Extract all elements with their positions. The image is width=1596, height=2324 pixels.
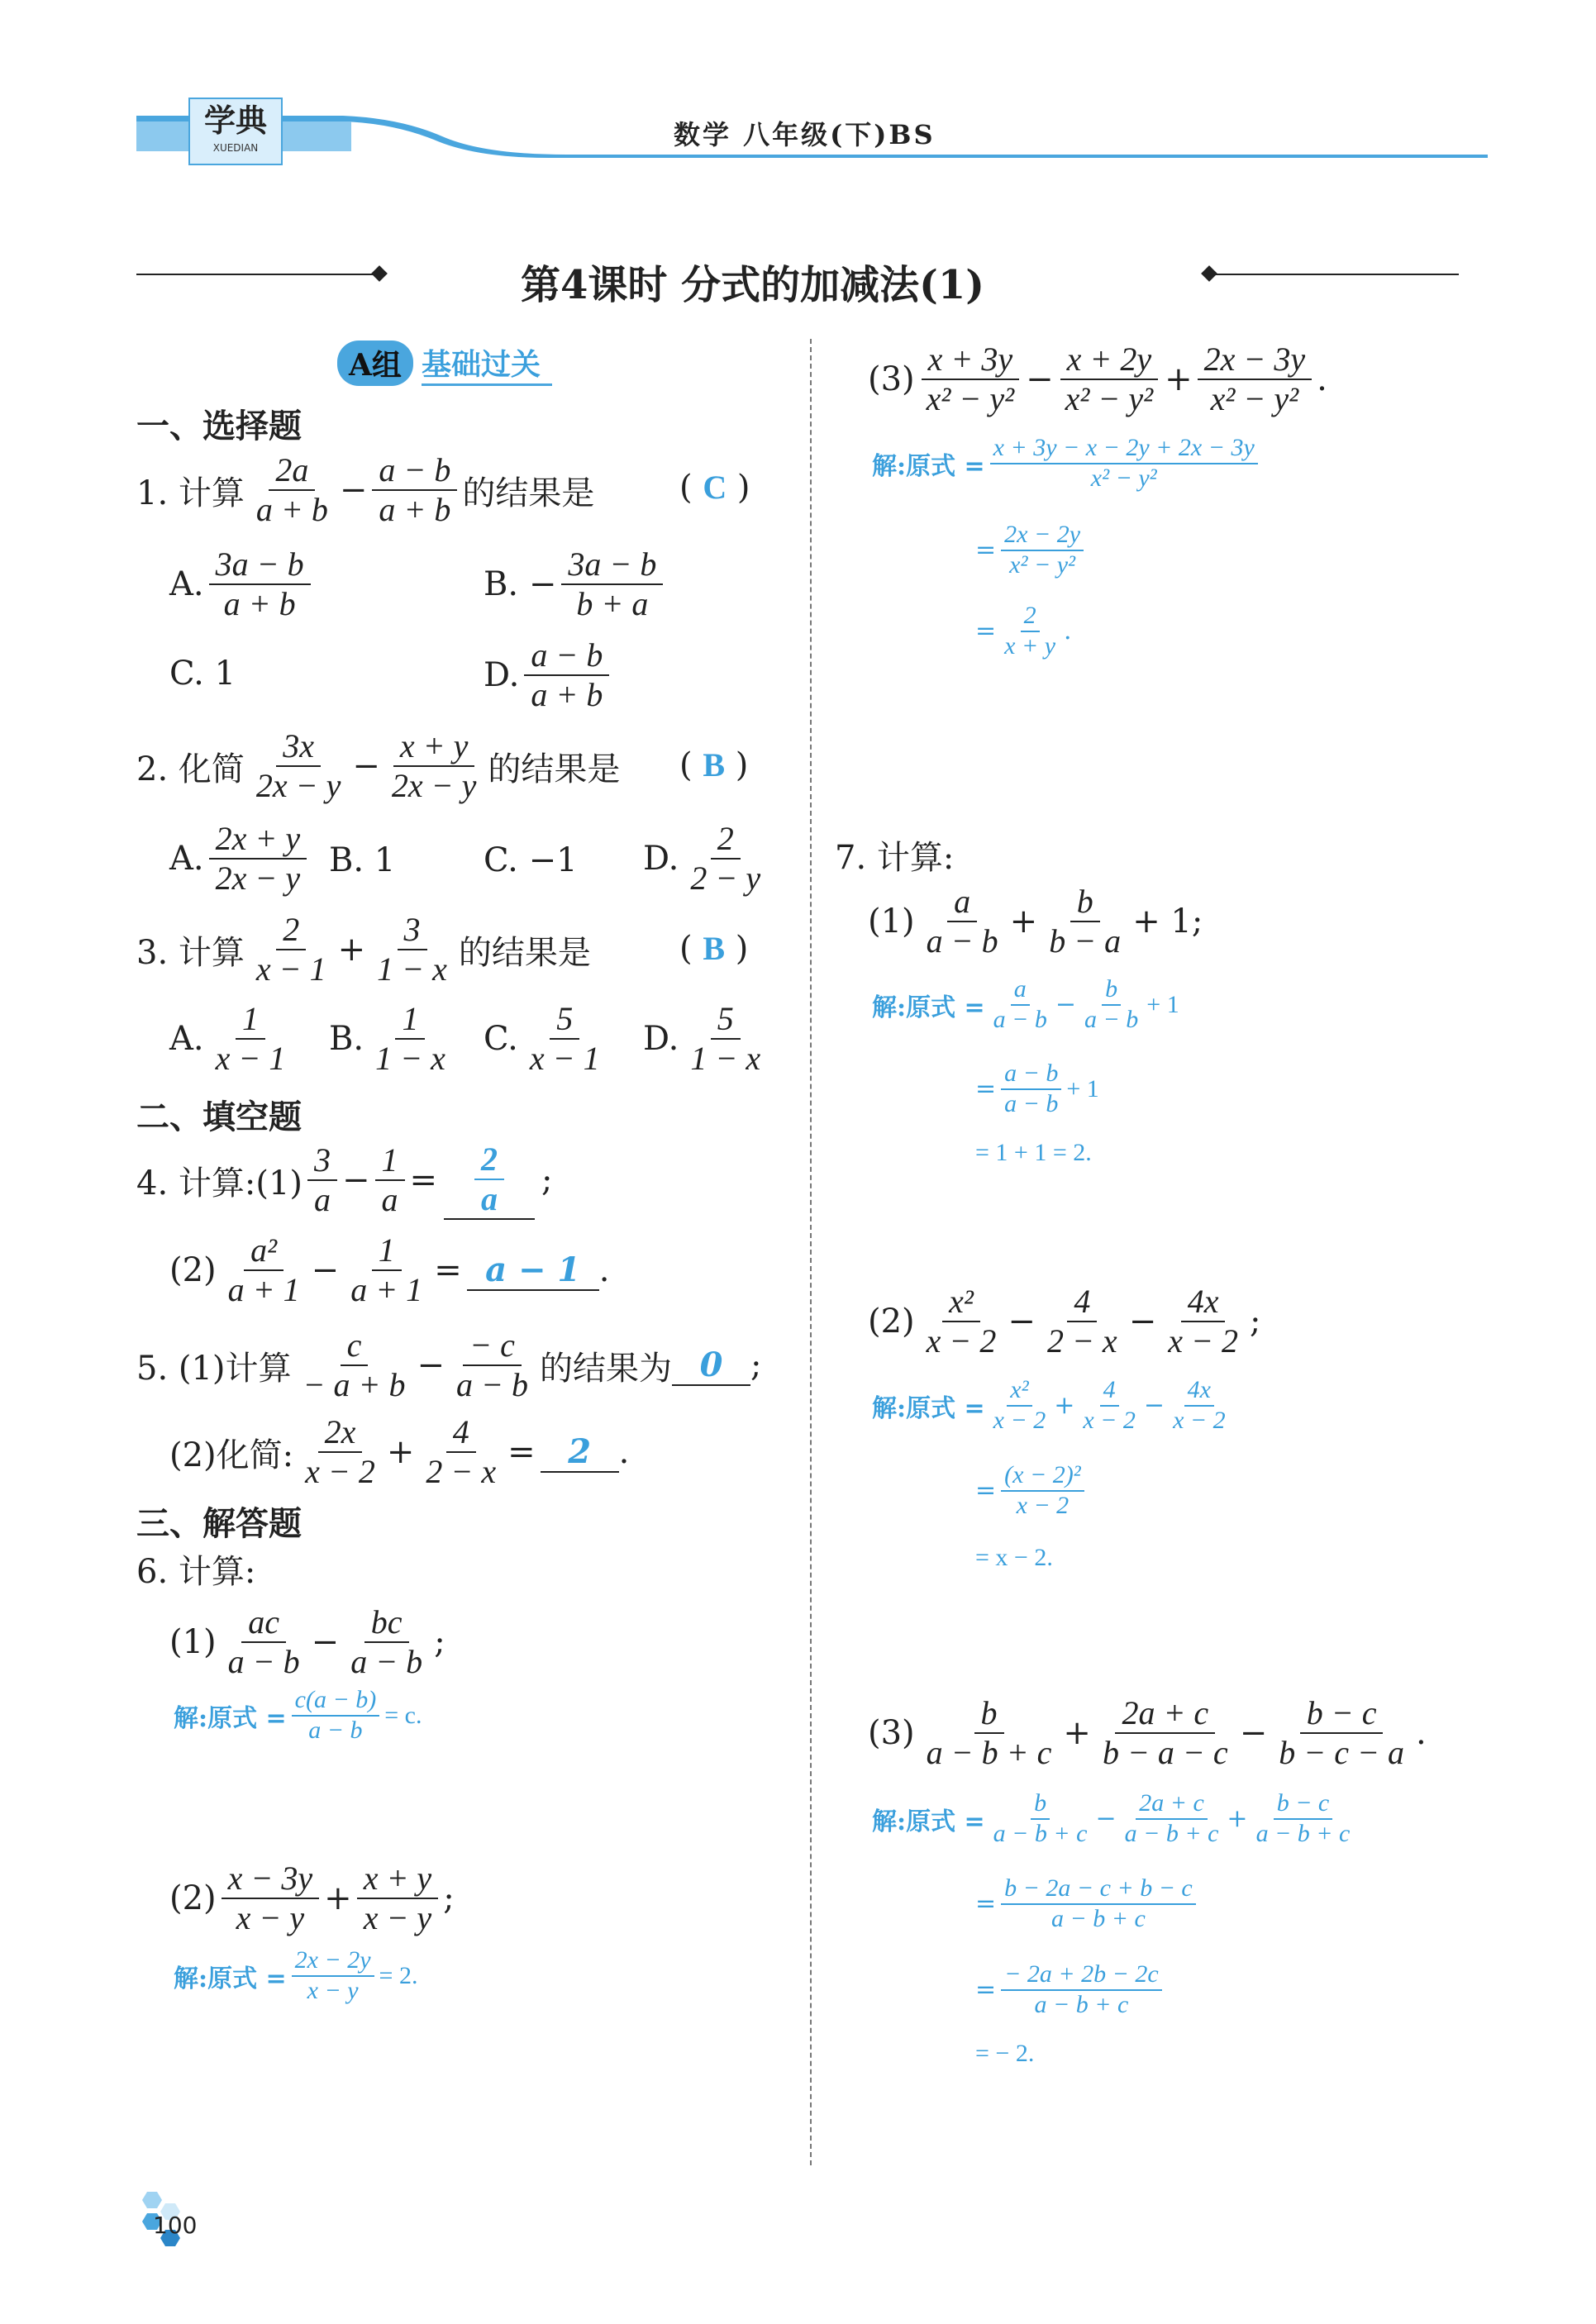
q2-option-d: D. 2 2 − y: [643, 820, 761, 897]
solution-7-3-line-1: 解:原式 = $\frac{b}{a - b + c}$ − $\frac{2a + c}{a - b + c}$ + $\frac{b - c}{a - b + c}$: [872, 1789, 1351, 1847]
question-6-stem: 6. 计算:: [136, 1553, 256, 1591]
group-tag-label: 基础过关: [422, 341, 552, 386]
section-solve: 三、解答题: [136, 1504, 302, 1543]
solution-6-3-line-1: 解:原式 = $\frac{x + 3y - x - 2y + 2x - 3y}{\text{x² − y²}}$: [872, 434, 1263, 493]
page-title: 第4课时 分式的加减法(1): [521, 262, 984, 308]
question-7-stem: 7. 计算:: [835, 839, 955, 877]
answer-1: ( C ): [679, 469, 750, 507]
solution-7-2-line-3: = x − 2.: [975, 1544, 1053, 1571]
title-rule-right: [1211, 274, 1459, 275]
solution-7-3-line-2: = $\frac{b - 2a - c + b - c}{a - b + c}$: [975, 1874, 1201, 1933]
q3-option-d: D. 5 1 − x: [643, 1000, 761, 1077]
solution-6-2: 解:原式 = $\frac{2x - 2y}{x - y}$ = 2.: [174, 1946, 418, 2004]
logo: 学典 XUEDIAN: [188, 98, 283, 165]
q2-option-c: C. −1: [484, 841, 578, 879]
question-6-part-2: (2) x − 3y x − y + $\frac{x + y}{x - y}$ ;: [169, 1860, 455, 1936]
q1-option-d: D. a − b a + b: [484, 636, 614, 714]
question-4-part-1: 4. 计算:(1) 3 a − $\frac{1}{a}$ = $\frac{2}{a}$ ;: [136, 1141, 553, 1218]
question-5-part-2: (2)化简: 2x x − 2 + $\frac{4}{2 - x}$ = 2 .: [169, 1413, 630, 1490]
question-6-part-1: (1) ac a − b − $\frac{bc}{a - b}$ ;: [169, 1603, 445, 1680]
question-6-part-3: (3) x + 3y x² − y² − $\frac{x + 2y}{\text{x² − y²}}$ + $\frac{2x - 3y}{\text{x² − y²}}$ .: [868, 341, 1327, 417]
solution-6-3-line-2: = $\frac{2x - 2y}{\text{x² − y²}}$: [975, 521, 1089, 579]
question-2: 2. 化简 3x 2x − y − $\frac{x + y}{2x - y}$ 的结果是: [136, 727, 621, 804]
solution-7-3-line-3: = $\frac{- 2a + 2b - 2c}{a - b + c}$: [975, 1960, 1167, 2019]
q1-option-b: B. − $\frac{3a - b}{b + a}$: [484, 545, 668, 623]
question-7-part-3: (3) b a − b + c + $\frac{2a + c}{b - a - c}$ − $\frac{b - c}{b - c - a}$ .: [868, 1694, 1427, 1771]
group-tag-badge: A组: [337, 341, 413, 386]
solution-7-2-line-1: 解:原式 = $\frac{\text{x²}}{x - 2}$ + $\frac{4}{x - 2}$ − $\frac{4x}{x - 2}$: [872, 1376, 1226, 1434]
q3-option-b: B. 1 1 − x: [329, 1000, 445, 1077]
question-7-part-2: (2) x² x − 2 − $\frac{4}{2 - x}$ − $\frac{4x}{x - 2}$ ;: [868, 1283, 1261, 1360]
title-diamond-left: [371, 265, 388, 282]
question-1: 1. 计算 2a a + b − $\frac{a - b}{a + b}$ 的结果是: [136, 451, 595, 528]
solution-7-2-line-2: = $\frac{\text{(x − 2)²}}{x - 2}$: [975, 1461, 1089, 1520]
question-5-part-1: 5. (1)计算 c − a + b − $\frac{- c}{a - b}$ 的结果为 0 ;: [136, 1326, 762, 1403]
subject-label: 数学 八年级(下)BS: [674, 119, 936, 150]
q2-option-a: A. 2x + y 2x − y: [169, 820, 312, 898]
question-7-part-1: (1) a a − b + $\frac{b}{b - a}$ + 1;: [868, 883, 1203, 960]
solution-7-3-line-4: = − 2.: [975, 2040, 1035, 2067]
solution-6-1: 解:原式 = $\frac{c(a - b)}{a - b}$ = c.: [174, 1686, 422, 1744]
solution-6-3-line-3: = $\frac{2}{x + y}$ .: [975, 602, 1072, 660]
title-rule-left: [136, 274, 380, 275]
q3-option-a: A. 1 x − 1: [169, 1000, 286, 1077]
q1-option-c: C. 1: [169, 655, 236, 693]
solution-7-1-line-2: = $\frac{a - b}{a - b}$ + 1: [975, 1060, 1099, 1117]
q1-option-a: A. 3a − b a + b: [169, 545, 316, 623]
answer-3: ( B ): [679, 930, 749, 968]
section-choice: 一、选择题: [136, 407, 302, 445]
question-3: 3. 计算 2 x − 1 + $\frac{3}{1 - x}$ 的结果是: [136, 911, 591, 988]
column-divider: [810, 339, 812, 2165]
solution-7-1-line-3: = 1 + 1 = 2.: [975, 1139, 1092, 1166]
section-fill: 二、填空题: [136, 1098, 302, 1136]
q2-option-b: B. 1: [329, 841, 396, 879]
question-4-part-2: (2) a² a + 1 − $\frac{1}{a + 1}$ = a − 1 .: [169, 1231, 610, 1308]
answer-2: ( B ): [679, 746, 749, 784]
group-tag: [337, 341, 552, 386]
page-number: 100: [153, 2212, 198, 2239]
q3-option-c: C. 5 x − 1: [484, 1000, 600, 1077]
solution-7-1-line-1: 解:原式 = $\frac{a}{a - b}$ − $\frac{b}{a - b}$ + 1: [872, 975, 1179, 1033]
